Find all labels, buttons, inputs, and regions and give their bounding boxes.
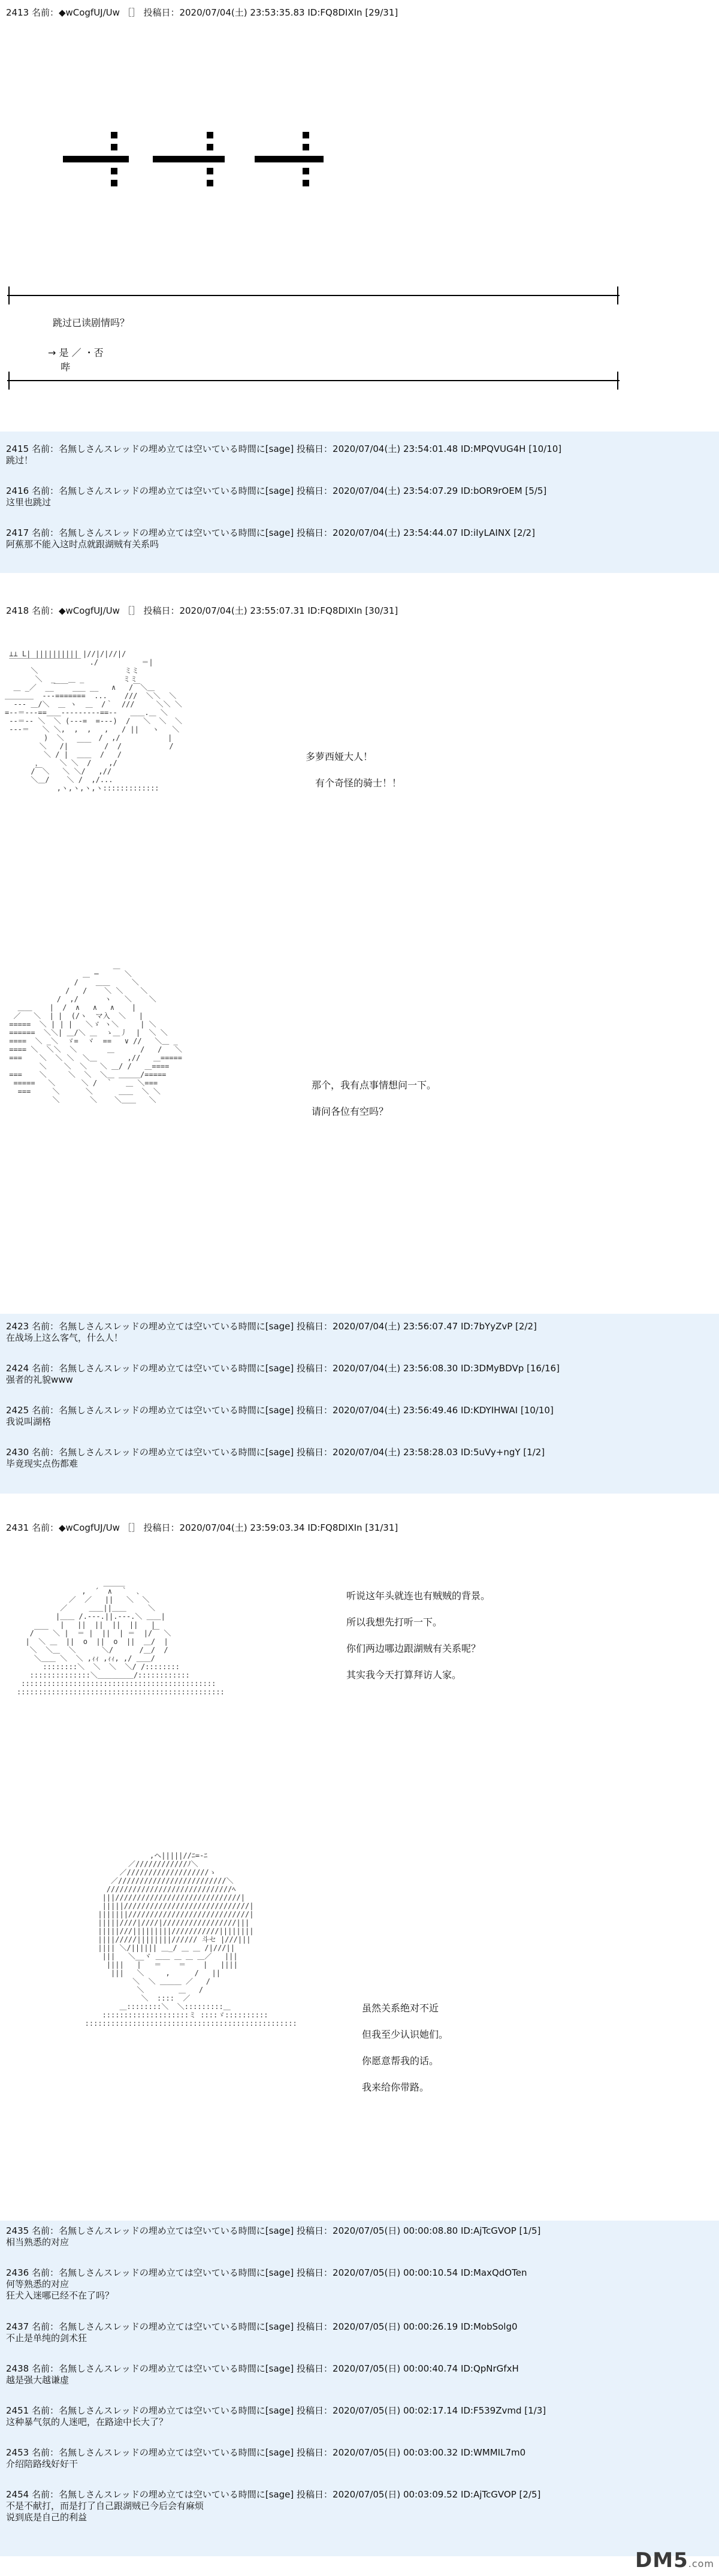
- dialog-knight-question: 听说这年头就连也有贼贼的背景。 所以我想先打听一下。 你们两边哪边跟湖贼有关系呢？ 其实我今天打算拜访人家。: [346, 1590, 491, 1681]
- reply-block-2: [0, 1314, 719, 1494]
- reply-header: 2454 名前：名無しさんスレッドの埋め立ては空いている時間に[sage] 投稿日：2020/07/05(日) 00:03:09.52 ID:AjTcGVOP [2/5]: [6, 2489, 541, 2500]
- reply-2437: [6, 2321, 518, 2344]
- ascii-art-knight-speaking: ＿ ＿ ─ ＼ / ＿＿ ＼ / / ＼ ＼ ＼ / ,/ ヽ ＼ ＼ ＿＿ | / ∧ ∧ ∧ | ／ ＼ | | (/ヽ マ入 ＼ | ===== ＼ | | | ＼ゞ ヽ＼ | ＼ ====== ＼＼| ＿/＼ ＿ ゝ＿丿 | ＼ ＼ ==== ＼ _＼ ゞ= ヾ == ∨ // ＼＿ _ ==== ＼ ＼＼ ＼ ＿ / / ＼ === ＼ ＼ ＼ ＼＿ ,// ＿===== ＼ ＼ ＼ ＼ ＿/ / ＿==== === ＼ ＼ ＼ ＼＿ ＿＿＿/===== ===== ＼ ＼ / ｀ ＿ ＼=== === ＼ ＼ ＿＿ ＼ ＼ ＼ ＼ ＼＿＿ ＼: [9, 961, 182, 1104]
- reply-header: 2451 名前：名無しさんスレッドの埋め立ては空いている時間に[sage] 投稿日：2020/07/05(日) 00:02:17.14 ID:F539Zvmd [1/3]: [6, 2405, 546, 2416]
- dialog-knight-offer: 虽然关系绝对不近 但我至少认识她们。 你愿意帮我的话。 我来给你带路。: [362, 2002, 449, 2093]
- reply-header: 2430 名前：名無しさんスレッドの埋め立ては空いている時間に[sage] 投稿日：2020/07/04(土) 23:58:28.03 ID:5uVy+ngY [1/2]: [6, 1447, 545, 1458]
- frame-left-tick-bottom: [8, 372, 10, 390]
- reply-header: 2425 名前：名無しさんスレッドの埋め立ては空いている時間に[sage] 投稿日：2020/07/04(土) 23:56:49.46 ID:KDYIHWAI [10/10]: [6, 1405, 554, 1416]
- reply-header: 2436 名前：名無しさんスレッドの埋め立ては空いている時間に[sage] 投稿日：2020/07/05(日) 00:00:10.54 ID:MaxQdOTen: [6, 2267, 527, 2278]
- reply-body: 这种暴气氛的人迷吧，在路途中长大了？: [6, 2417, 168, 2427]
- reply-body: 相当熟悉的对应: [6, 2237, 70, 2248]
- reply-block-3: [0, 2221, 719, 2556]
- reply-header: 2435 名前：名無しさんスレッドの埋め立ては空いている時間に[sage] 投稿日：2020/07/05(日) 00:00:08.80 ID:AjTcGVOP [1/5]: [6, 2225, 541, 2236]
- reply-body: 介绍陪路线好好干: [6, 2459, 78, 2469]
- reply-2415: [6, 444, 561, 466]
- reply-body: 不止是单纯的剑术狂: [6, 2333, 87, 2343]
- reply-body: 阿蕉那不能入这时点就跟湖贼有关系吗: [6, 539, 159, 550]
- post-2413: [0, 0, 719, 420]
- frame-bottom-line: [7, 380, 620, 381]
- dialog-knight: 那个，我有点事情想问一下。 请问各位有空吗？: [312, 1079, 437, 1117]
- reply-header: 2415 名前：名無しさんスレッドの埋め立ては空いている時間に[sage] 投稿日：2020/07/04(土) 23:54:01.48 ID:MPQVUG4H [10/10]: [6, 444, 562, 454]
- reply-2436: [6, 2267, 527, 2301]
- reply-body: 在战场上这么客气，什么人！: [6, 1332, 123, 1343]
- post-header-text: 2431 名前：◆wCogfUJ/Uw ［］ 投稿日：2020/07/04(土) 23:59:03.34 ID:FQ8DIXIn [31/31]: [6, 1522, 398, 1533]
- dialog-dorothea: 多萝西娅大人！ 有个奇怪的骑士！！: [306, 751, 402, 789]
- post-header: [6, 605, 398, 617]
- choice-no-option[interactable]: 哔: [48, 361, 71, 373]
- ascii-art-knight-dark: ,ヘ|||||//ﾆ=-ﾆ ／////////////ﾉ＼ ／///////////////////ゝ ／/////////////////////////＼ /////////////////////////////ﾍ |||/////////////////////////////| |||||/////////////////////////////| |||||||////////////////////////////| |||||////|////|/////////////////||| |||||///|||||||||///////////|||||||| ||||/////||||||||////// 斗セ |///||| |||| ＼/|||||| ＿_/ ＿ ＿ /|///|| ||| ＼__ヾ ＿＿ ＿ ＿ ＿／ ||| |||| | ＝ ＝ | |||| ||| ＼ , / || ＼ ＼ ＿＿＿ ／ / ＼ ＿ / ＼ :::: ／ ＿::::::::＼ ＼:::::::::＿ ::::::::::::::::::::ミ ::::ゞ:::::::::: :::::::::::::::::::::::::::::::::::::::::::::::::: [84, 1851, 297, 2028]
- reply-header: 2453 名前：名無しさんスレッドの埋め立ては空いている時間に[sage] 投稿日：2020/07/05(日) 00:03:00.32 ID:WMMIL7m0: [6, 2447, 526, 2458]
- reply-body: 跳过！: [6, 455, 34, 466]
- watermark-domain: .com: [688, 2558, 714, 2569]
- frame-right-tick-bottom: [617, 372, 618, 390]
- reply-header: 2438 名前：名無しさんスレッドの埋め立ては空いている時間に[sage] 投稿日：2020/07/05(日) 00:00:40.74 ID:QpNrGfxH: [6, 2363, 519, 2374]
- reply-body: 何等熟悉的对应 狂犬入迷哪已经不在了吗？: [6, 2279, 114, 2301]
- ascii-art-knight-helmet: ＿＿＿ , ´ ∧ ｀ ､ ／ ／ || ＼ ＼ ／ ＿＿||＿＿ ＼ |＿＿ /.---.||.---.＼ ＿＿| | || || || || | /￣￣ ＼ | ＝ | || | ＝ |/￣ ＼ | ＼ ＿ || o || o || ＿/ | ＼ ＼＿ ＼ ＼/ /＿/ / ＼＿＿ ＼ ＼ ,ｨｨ ,ｨｨ, ,/ ＿＿/ ::::::::＼ ＼ ＼ ＼/ /:::::::: ::::::::::::::＼＿＿＿＿＿/:::::::::::: ::::::::::::::::::::::::::::::::::::::::::::: ::::::::::::::::::::::::::::::::::::::::::::::::: [17, 1579, 225, 1696]
- reply-body: 强者的礼貌www: [6, 1374, 73, 1385]
- post-header: [6, 7, 398, 19]
- reply-2416: [6, 485, 546, 508]
- frame-right-tick: [617, 286, 618, 304]
- site-watermark-logo: [635, 2548, 714, 2572]
- reply-header: 2423 名前：名無しさんスレッドの埋め立ては空いている時間に[sage] 投稿日：2020/07/04(土) 23:56:07.47 ID:7bYyZvP [2/2]: [6, 1321, 537, 1332]
- reply-2423: [6, 1321, 537, 1344]
- reply-2430: [6, 1447, 545, 1470]
- reply-2424: [6, 1363, 560, 1386]
- reply-2435: [6, 2225, 540, 2248]
- reply-header: 2424 名前：名無しさんスレッドの埋め立ては空いている時間に[sage] 投稿日：2020/07/04(土) 23:56:08.30 ID:3DMyBDVp [16/16]: [6, 1363, 560, 1374]
- watermark-text: DM5: [635, 2548, 688, 2572]
- reply-header: 2416 名前：名無しさんスレッドの埋め立ては空いている時間に[sage] 投稿日：2020/07/04(土) 23:54:07.29 ID:bOR9rOEM [5/5]: [6, 485, 547, 496]
- reply-header: 2417 名前：名無しさんスレッドの埋め立ては空いている時間に[sage] 投稿日：2020/07/04(土) 23:54:44.07 ID:iIyLAINX [2/2]: [6, 527, 535, 538]
- reply-block-1: [0, 432, 719, 573]
- choice-prompt: 跳过已读剧情吗？: [53, 317, 130, 328]
- frame-left-tick: [8, 286, 10, 304]
- reply-header: 2437 名前：名無しさんスレッドの埋め立ては空いている時間に[sage] 投稿日：2020/07/05(日) 00:00:26.19 ID:MobSolg0: [6, 2321, 518, 2332]
- post-2431: [0, 1498, 719, 2218]
- frame-top-line: [7, 295, 620, 296]
- reply-body: 我说叫湖格: [6, 1416, 52, 1427]
- reply-2438: [6, 2363, 519, 2386]
- post-header-text: 2413 名前：◆wCogfUJ/Uw ［］ 投稿日：2020/07/04(土) 23:53:35.83 ID:FQ8DIXIn [29/31]: [6, 7, 398, 18]
- ascii-art-knight-scene: ⊥⊥ L| |||||||||| |//|/|//|/ ￣￣￣￣￣￣￣￣￣￣ ./ ＝| ＼ ミミ ＼ _ ＿ _ ミミ ＿ _／ __￣￣ ___ __ ∧ /￣＼＿ ＿＿＿＿ ---======= ... /// ＼＼ ＼ --- ＿/＼ ＿ ヽ ＿ /｀ /// ＼＼ ＼ =--＝---==＿＿---------==-- ＿＿.＿ ＼ --＝-- ＼ ＼ (---= =---) / ＼ ＼ ＼ ---＝ ＼ ＼, , , , / || ヽ ＼ ) ＼ / ,/ | ＼ /| ￣￣ / / / ＼ / | ＿＿ / / ， ＼ ＼ / ,/ /￣＼ ＼ ＼/ ,// ＼＿/ ＼ / ,/... ,ヽ,ヽ,ヽ,ヽ:::::::::::::: [5, 650, 182, 792]
- reply-2453: [6, 2447, 525, 2470]
- post-2418: [0, 581, 719, 1313]
- post-header: [6, 1522, 398, 1534]
- reply-body: 这里也跳过: [6, 497, 52, 508]
- reply-body: 毕竟现实点伤都难: [6, 1458, 78, 1469]
- post-header-text: 2418 名前：◆wCogfUJ/Uw ［］ 投稿日：2020/07/04(土) 23:55:07.31 ID:FQ8DIXIn [30/31]: [6, 605, 398, 616]
- reply-2454: [6, 2489, 540, 2523]
- reply-2451: [6, 2405, 546, 2428]
- reply-2417: [6, 527, 535, 550]
- choice-yes-option[interactable]: → 是 ／ ・否: [48, 347, 104, 358]
- reply-2425: [6, 1405, 554, 1428]
- reply-body: 越是强大越谦虚: [6, 2375, 70, 2385]
- reply-body: 不是不献打，而是打了自己跟湖贼已今后会有麻烦 说到底是自己的利益: [6, 2500, 204, 2523]
